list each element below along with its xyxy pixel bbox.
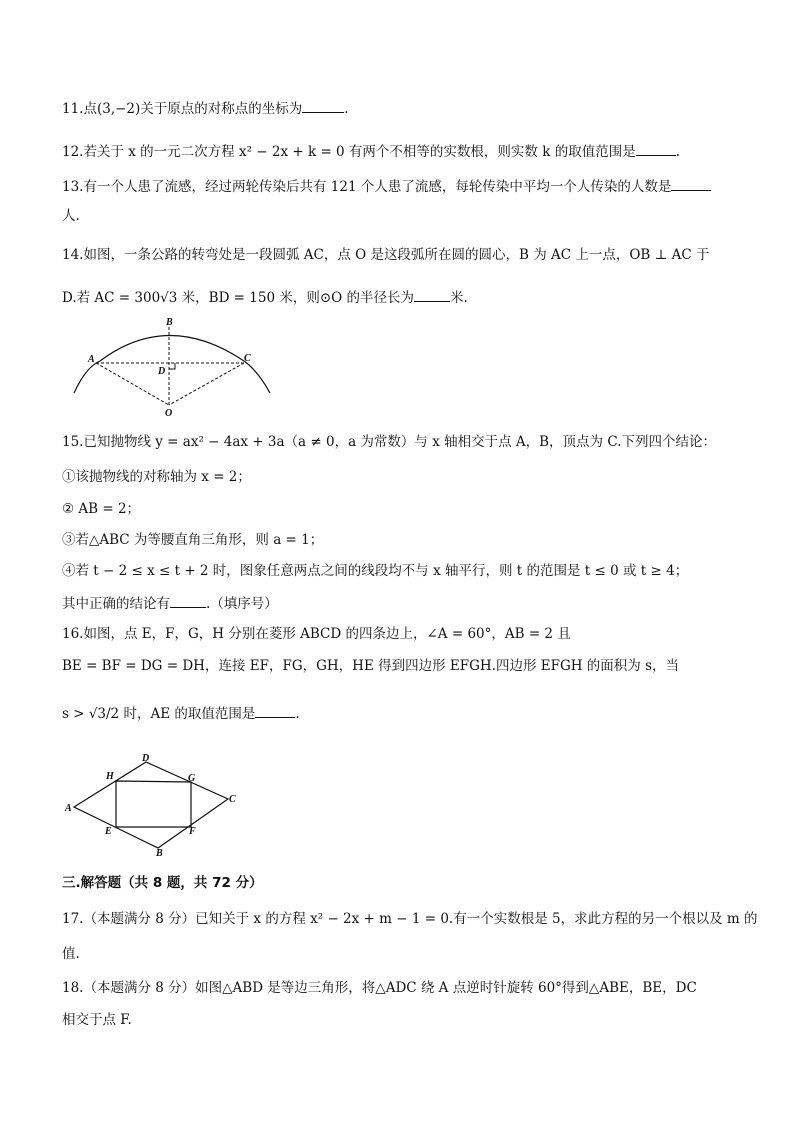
question-16: 16.如图，点 E，F，G，H 分别在菱形 ABCD 的四条边上，∠A = 60°，AB = 2 且 xyxy=(62,626,571,642)
label-g: G xyxy=(188,773,196,784)
question-15-ask: 其中正确的结论有 .（填序号） xyxy=(62,593,278,614)
label-o: O xyxy=(165,408,173,419)
question-12: 12.若关于 x 的一元二次方程 x² − 2x + k = 0 有两个不相等的实数根，则实数 k 的取值范围是 . xyxy=(62,141,680,162)
answer-blank xyxy=(170,593,206,608)
question-15: 15.已知抛物线 y = ax² − 4ax + 3a（a ≠ 0，a 为常数）与 x 轴相交于点 A，B，顶点为 C.下列四个结论： xyxy=(62,434,716,450)
figure-16-rhombus-diagram xyxy=(62,752,242,858)
section-3-heading: 三.解答题（共 8 题，共 72 分） xyxy=(62,875,263,891)
question-15-claim-1: ①该抛物线的对称轴为 x = 2； xyxy=(62,469,251,485)
segment-oc xyxy=(169,363,244,405)
label-d: D xyxy=(158,366,166,377)
question-15-claim-3: ③若△ABC 为等腰直角三角形，则 a = 1； xyxy=(62,532,324,548)
label-a: A xyxy=(65,803,72,814)
label-h: H xyxy=(106,771,114,782)
question-14: 14.如图，一条公路的转弯处是一段圆弧 AC，点 O 是这段弧所在圆的圆心，B 为 AC 上一点，OB ⊥ AC 于 xyxy=(62,247,710,263)
label-c: C xyxy=(229,794,236,805)
label-b: B xyxy=(156,848,163,858)
question-18-continued: 相交于点 F. xyxy=(62,1012,132,1028)
question-16-continued: BE = BF = DG = DH，连接 EF，FG，GH，HE 得到四边形 EFGH.四边形 EFGH 的面积为 s，当 xyxy=(62,658,680,674)
question-15-claim-2: ② AB = 2； xyxy=(62,501,141,517)
answer-blank xyxy=(671,176,711,191)
question-15-claim-4: ④若 t − 2 ≤ x ≤ t + 2 时，图象任意两点之间的线段均不与 x 轴平行，则 t 的范围是 t ≤ 0 或 t ≥ 4； xyxy=(62,563,689,579)
figure-14-arc-diagram xyxy=(66,315,276,420)
answer-blank xyxy=(255,703,295,718)
answer-blank xyxy=(636,141,676,156)
rhombus-abcd xyxy=(74,762,228,848)
quadrilateral-efgh xyxy=(116,781,191,827)
road-arc xyxy=(74,336,270,394)
question-17: 17.（本题满分 8 分）已知关于 x 的方程 x² − 2x + m − 1 = 0.有一个实数根是 5，求此方程的另一个根以及 m 的 xyxy=(62,911,758,927)
question-14-continued: D.若 AC = 300√3 米，BD = 150 米，则⊙O 的半径长为 米. xyxy=(62,287,468,308)
label-a: A xyxy=(88,354,95,365)
question-18: 18.（本题满分 8 分）如图△ABD 是等边三角形，将△ADC 绕 A 点逆时针旋转 60°得到△ABE，BE，DC xyxy=(62,980,697,996)
label-b: B xyxy=(166,317,173,328)
label-d: D xyxy=(142,753,150,764)
label-e: E xyxy=(105,826,112,837)
question-17-continued: 值. xyxy=(62,946,80,962)
question-13-continued: 人. xyxy=(62,208,80,224)
question-11: 11.点(3,−2)关于原点的对称点的坐标为 . xyxy=(62,98,349,119)
answer-blank xyxy=(414,287,450,302)
answer-blank xyxy=(302,98,344,113)
label-f: F xyxy=(189,826,196,837)
question-13: 13.有一个人患了流感，经过两轮传染后共有 121 个人患了流感，每轮传染中平均一个人传染的人数是 xyxy=(62,176,711,197)
question-16-condition: s > √3/2 时，AE 的取值范围是 . xyxy=(62,703,300,724)
right-angle-mark xyxy=(169,363,175,369)
label-c: C xyxy=(244,353,251,364)
